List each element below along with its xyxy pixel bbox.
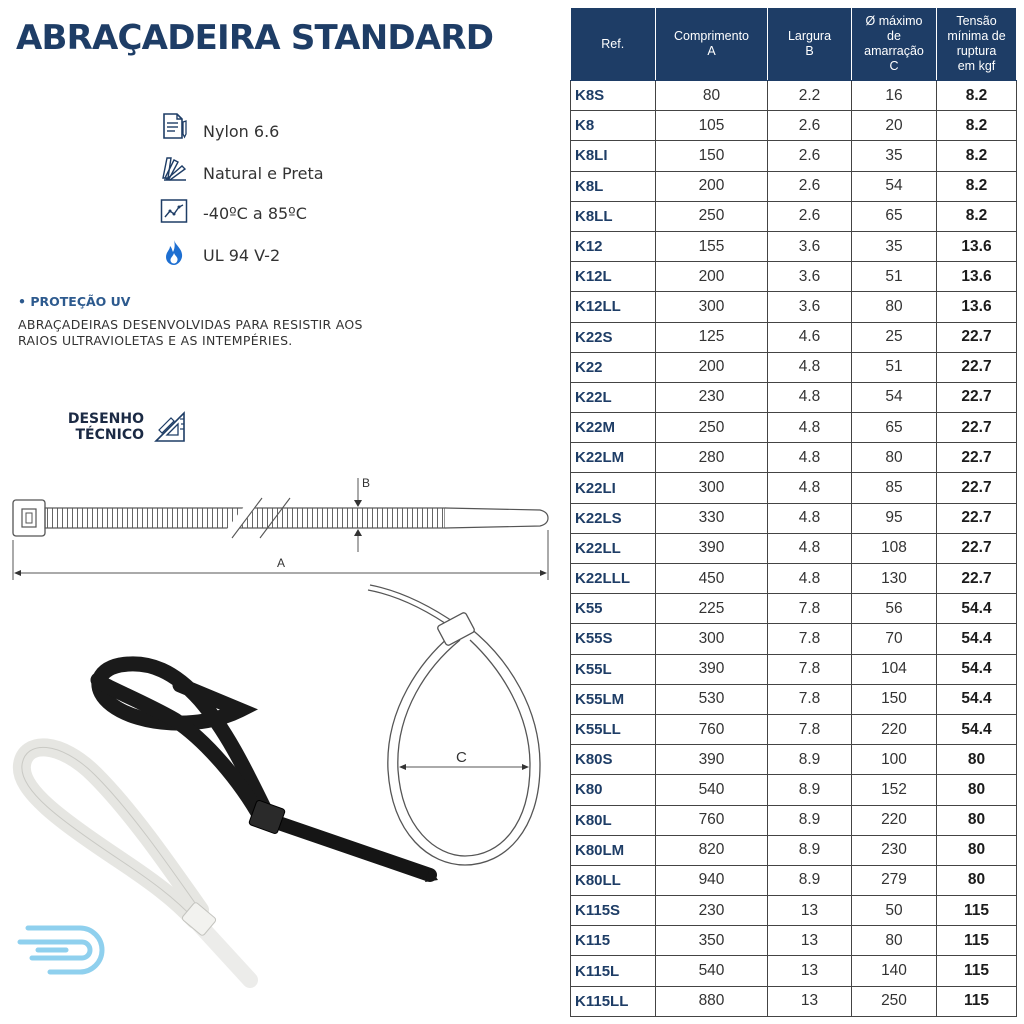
table-row <box>571 775 1017 805</box>
cell-tension: 80 <box>937 835 1017 865</box>
cell-length: 390 <box>656 533 768 563</box>
table-row <box>571 81 1017 111</box>
cell-length: 760 <box>656 805 768 835</box>
cell-width: 13 <box>768 956 852 986</box>
cell-diameter: 230 <box>852 835 937 865</box>
spec-value-temperature: -40ºC a 85ºC <box>203 204 307 223</box>
cell-length: 155 <box>656 231 768 261</box>
cell-diameter: 70 <box>852 624 937 654</box>
product-illustration <box>0 580 560 1000</box>
cell-length: 150 <box>656 141 768 171</box>
cell-tension: 80 <box>937 865 1017 895</box>
cell-length: 880 <box>656 986 768 1016</box>
cell-width: 7.8 <box>768 684 852 714</box>
cell-length: 300 <box>656 624 768 654</box>
cell-ref: K115LL <box>571 986 656 1016</box>
cell-tension: 54.4 <box>937 624 1017 654</box>
table-row <box>571 141 1017 171</box>
cell-length: 390 <box>656 654 768 684</box>
cell-length: 330 <box>656 503 768 533</box>
cell-ref: K12 <box>571 231 656 261</box>
cell-diameter: 80 <box>852 926 937 956</box>
cell-tension: 22.7 <box>937 352 1017 382</box>
spec-value-material: Nylon 6.6 <box>203 122 280 141</box>
cell-length: 940 <box>656 865 768 895</box>
cell-length: 200 <box>656 171 768 201</box>
cell-diameter: 56 <box>852 594 937 624</box>
table-row <box>571 382 1017 412</box>
cell-tension: 54.4 <box>937 684 1017 714</box>
cell-diameter: 54 <box>852 171 937 201</box>
cell-length: 80 <box>656 81 768 111</box>
cell-ref: K115L <box>571 956 656 986</box>
cell-width: 7.8 <box>768 714 852 744</box>
table-row <box>571 352 1017 382</box>
natural-cable-tie <box>22 747 250 980</box>
cell-ref: K12L <box>571 262 656 292</box>
cell-tension: 8.2 <box>937 171 1017 201</box>
cell-diameter: 51 <box>852 352 937 382</box>
cell-length: 230 <box>656 896 768 926</box>
cell-ref: K8S <box>571 81 656 111</box>
cell-ref: K22L <box>571 382 656 412</box>
cell-diameter: 51 <box>852 262 937 292</box>
cell-tension: 13.6 <box>937 292 1017 322</box>
cell-width: 7.8 <box>768 654 852 684</box>
table-header-row <box>571 8 1017 81</box>
cell-ref: K55LM <box>571 684 656 714</box>
cell-diameter: 140 <box>852 956 937 986</box>
table-row <box>571 262 1017 292</box>
cell-length: 230 <box>656 382 768 412</box>
cell-length: 300 <box>656 292 768 322</box>
uv-protection-title: • PROTEÇÃO UV <box>18 294 131 309</box>
table-row <box>571 503 1017 533</box>
cell-width: 13 <box>768 926 852 956</box>
cell-diameter: 80 <box>852 292 937 322</box>
cell-diameter: 85 <box>852 473 937 503</box>
cell-diameter: 50 <box>852 896 937 926</box>
cell-length: 450 <box>656 564 768 594</box>
cell-length: 105 <box>656 111 768 141</box>
cell-diameter: 35 <box>852 231 937 261</box>
cell-length: 540 <box>656 775 768 805</box>
table-row <box>571 171 1017 201</box>
cell-tension: 22.7 <box>937 322 1017 352</box>
table-row <box>571 413 1017 443</box>
cell-width: 2.6 <box>768 201 852 231</box>
cell-width: 13 <box>768 986 852 1016</box>
header-width: Largura B <box>768 8 852 81</box>
cell-ref: K22LS <box>571 503 656 533</box>
dimension-a-label: A <box>277 556 286 570</box>
cell-ref: K22LM <box>571 443 656 473</box>
cell-diameter: 130 <box>852 564 937 594</box>
cell-width: 4.8 <box>768 413 852 443</box>
header-tensile-strength: Tensão mínima de ruptura em kgf <box>937 8 1017 81</box>
cell-width: 8.9 <box>768 865 852 895</box>
cell-width: 8.9 <box>768 775 852 805</box>
cell-diameter: 250 <box>852 986 937 1016</box>
cell-ref: K8L <box>571 171 656 201</box>
cell-diameter: 150 <box>852 684 937 714</box>
table-row <box>571 926 1017 956</box>
cell-diameter: 279 <box>852 865 937 895</box>
table-row <box>571 201 1017 231</box>
table-row <box>571 896 1017 926</box>
cell-diameter: 20 <box>852 111 937 141</box>
cell-tension: 80 <box>937 805 1017 835</box>
loop-diagram <box>368 585 540 865</box>
table-row <box>571 745 1017 775</box>
cell-width: 4.8 <box>768 382 852 412</box>
header-length: Comprimento A <box>656 8 768 81</box>
cell-tension: 22.7 <box>937 533 1017 563</box>
table-row <box>571 473 1017 503</box>
table-row <box>571 533 1017 563</box>
technical-drawing-label: DESENHO TÉCNICO <box>67 411 144 443</box>
cell-tension: 54.4 <box>937 714 1017 744</box>
cell-length: 200 <box>656 262 768 292</box>
cell-ref: K8LL <box>571 201 656 231</box>
table-row <box>571 564 1017 594</box>
cell-length: 300 <box>656 473 768 503</box>
table-row <box>571 805 1017 835</box>
table-row <box>571 865 1017 895</box>
ruler-triangle-icon <box>153 410 187 444</box>
cell-tension: 8.2 <box>937 81 1017 111</box>
dimension-c-label: C <box>456 749 467 766</box>
cell-length: 760 <box>656 714 768 744</box>
cell-width: 7.8 <box>768 594 852 624</box>
cell-tension: 22.7 <box>937 473 1017 503</box>
cell-length: 250 <box>656 413 768 443</box>
cell-tension: 115 <box>937 956 1017 986</box>
header-ref: Ref. <box>571 8 656 81</box>
cell-tension: 8.2 <box>937 111 1017 141</box>
document-icon <box>160 112 188 140</box>
cell-ref: K22LLL <box>571 564 656 594</box>
cell-diameter: 65 <box>852 413 937 443</box>
cell-tension: 13.6 <box>937 231 1017 261</box>
cell-width: 2.6 <box>768 141 852 171</box>
cell-width: 2.6 <box>768 111 852 141</box>
cell-diameter: 152 <box>852 775 937 805</box>
cell-width: 4.8 <box>768 533 852 563</box>
cell-ref: K22 <box>571 352 656 382</box>
color-swatch-icon <box>160 154 188 182</box>
cell-diameter: 25 <box>852 322 937 352</box>
table-row <box>571 624 1017 654</box>
cell-width: 8.9 <box>768 835 852 865</box>
cell-length: 250 <box>656 201 768 231</box>
header-max-diameter: Ø máximo de amarração C <box>852 8 937 81</box>
cell-ref: K8LI <box>571 141 656 171</box>
cell-tension: 22.7 <box>937 443 1017 473</box>
cell-ref: K80LM <box>571 835 656 865</box>
cell-ref: K55L <box>571 654 656 684</box>
cell-width: 4.8 <box>768 443 852 473</box>
table-row <box>571 684 1017 714</box>
cell-ref: K55 <box>571 594 656 624</box>
cell-width: 4.8 <box>768 564 852 594</box>
cell-tension: 115 <box>937 896 1017 926</box>
cell-diameter: 220 <box>852 805 937 835</box>
cell-length: 125 <box>656 322 768 352</box>
cell-tension: 22.7 <box>937 503 1017 533</box>
uv-protection-text: ABRAÇADEIRAS DESENVOLVIDAS PARA RESISTIR AOS RAIOS ULTRAVIOLETAS E AS INTEMPÉRIES. <box>18 317 363 348</box>
cell-tension: 22.7 <box>937 564 1017 594</box>
cell-width: 4.8 <box>768 503 852 533</box>
brand-logo <box>20 928 102 972</box>
cell-tension: 54.4 <box>937 594 1017 624</box>
cell-ref: K80S <box>571 745 656 775</box>
table-row <box>571 986 1017 1016</box>
cell-tension: 13.6 <box>937 262 1017 292</box>
cell-diameter: 220 <box>852 714 937 744</box>
cell-diameter: 35 <box>852 141 937 171</box>
cell-width: 3.6 <box>768 231 852 261</box>
cell-width: 3.6 <box>768 292 852 322</box>
cell-length: 820 <box>656 835 768 865</box>
dimension-b-label: B <box>362 476 371 490</box>
cell-tension: 80 <box>937 745 1017 775</box>
cell-length: 540 <box>656 956 768 986</box>
cell-length: 225 <box>656 594 768 624</box>
table-row <box>571 835 1017 865</box>
cell-tension: 22.7 <box>937 413 1017 443</box>
spec-value-flammability: UL 94 V-2 <box>203 246 281 265</box>
cell-ref: K80LL <box>571 865 656 895</box>
table-row <box>571 594 1017 624</box>
cell-diameter: 54 <box>852 382 937 412</box>
cell-ref: K115 <box>571 926 656 956</box>
cell-length: 350 <box>656 926 768 956</box>
cell-width: 13 <box>768 896 852 926</box>
table-row <box>571 231 1017 261</box>
cell-width: 4.8 <box>768 352 852 382</box>
flame-icon <box>160 238 188 266</box>
cell-ref: K12LL <box>571 292 656 322</box>
cell-width: 7.8 <box>768 624 852 654</box>
cell-length: 530 <box>656 684 768 714</box>
chart-icon <box>160 197 188 225</box>
table-row <box>571 292 1017 322</box>
cell-ref: K55S <box>571 624 656 654</box>
cell-tension: 8.2 <box>937 141 1017 171</box>
cell-ref: K80 <box>571 775 656 805</box>
cell-diameter: 100 <box>852 745 937 775</box>
cell-width: 4.8 <box>768 473 852 503</box>
cell-ref: K22M <box>571 413 656 443</box>
spec-value-color: Natural e Preta <box>203 164 324 183</box>
page-title: ABRAÇADEIRA STANDARD <box>16 18 494 58</box>
cell-diameter: 95 <box>852 503 937 533</box>
cell-length: 200 <box>656 352 768 382</box>
technical-drawing <box>0 460 560 585</box>
cell-tension: 115 <box>937 926 1017 956</box>
cell-ref: K80L <box>571 805 656 835</box>
cell-tension: 115 <box>937 986 1017 1016</box>
cell-length: 280 <box>656 443 768 473</box>
cell-tension: 54.4 <box>937 654 1017 684</box>
cell-diameter: 16 <box>852 81 937 111</box>
cell-width: 8.9 <box>768 745 852 775</box>
cell-width: 8.9 <box>768 805 852 835</box>
table-row <box>571 322 1017 352</box>
cell-width: 2.2 <box>768 81 852 111</box>
cell-ref: K8 <box>571 111 656 141</box>
cell-diameter: 80 <box>852 443 937 473</box>
cell-tension: 22.7 <box>937 382 1017 412</box>
cell-diameter: 104 <box>852 654 937 684</box>
cell-tension: 8.2 <box>937 201 1017 231</box>
table-row <box>571 956 1017 986</box>
spec-table <box>570 7 1017 1017</box>
table-row <box>571 714 1017 744</box>
table-row <box>571 111 1017 141</box>
cell-ref: K22LI <box>571 473 656 503</box>
cell-tension: 80 <box>937 775 1017 805</box>
cell-length: 390 <box>656 745 768 775</box>
cell-ref: K22S <box>571 322 656 352</box>
table-row <box>571 443 1017 473</box>
cell-ref: K22LL <box>571 533 656 563</box>
table-row <box>571 654 1017 684</box>
cell-width: 4.6 <box>768 322 852 352</box>
cell-width: 3.6 <box>768 262 852 292</box>
cell-ref: K115S <box>571 896 656 926</box>
cell-diameter: 108 <box>852 533 937 563</box>
cell-diameter: 65 <box>852 201 937 231</box>
cell-width: 2.6 <box>768 171 852 201</box>
cell-ref: K55LL <box>571 714 656 744</box>
